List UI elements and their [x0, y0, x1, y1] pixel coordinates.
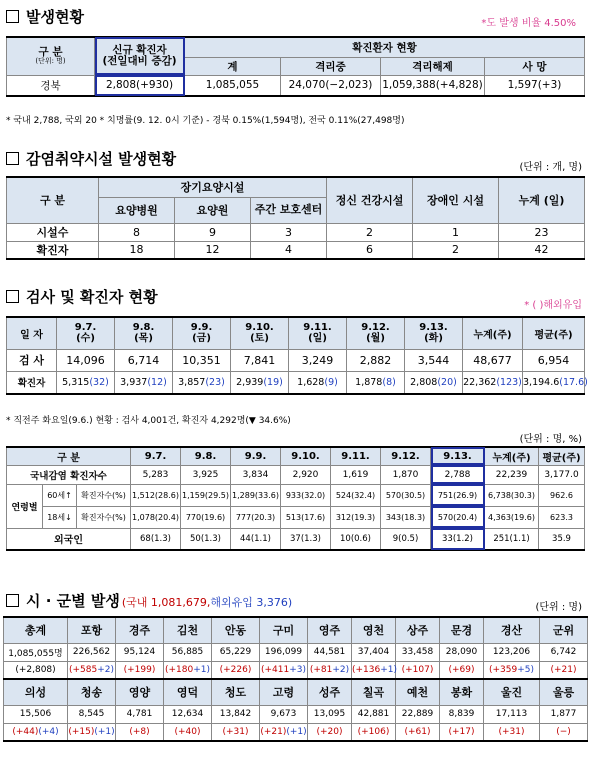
city-delta	[396, 661, 440, 679]
city-total: 17,113	[484, 705, 540, 723]
age-unit: (단위 : 명, %)	[519, 434, 582, 445]
date-label: 9.8.	[132, 322, 155, 334]
delta-domestic: (+359	[488, 664, 518, 675]
city-unit: (단위 : 명)	[535, 602, 582, 613]
table-cell	[231, 371, 289, 394]
deaths-value: 1,597(+3)	[485, 75, 585, 96]
delta-domestic: (+585	[68, 664, 98, 675]
import-value: (12)	[147, 376, 167, 388]
row-label-count-pct: 확진자수(%)	[77, 484, 131, 506]
table-cell: 1	[413, 223, 499, 241]
delta-domestic: (+21)	[550, 664, 577, 675]
table-cell	[347, 371, 405, 394]
city-delta	[116, 723, 164, 741]
date-label: 9.7.	[74, 322, 97, 334]
table-cell: 7,841	[231, 349, 289, 371]
city-name: 안동	[212, 617, 260, 643]
section-title-tests	[6, 286, 158, 307]
city-name: 봉화	[440, 679, 484, 705]
import-value: (23)	[205, 376, 225, 388]
date-label: 9.10.	[245, 322, 274, 334]
table-cell: 3,177.0	[539, 465, 585, 484]
table-cell: 2,920	[281, 465, 331, 484]
table-cell	[523, 371, 588, 394]
sub-header-released: 격리해제	[381, 57, 485, 75]
delta-import: (+1)	[286, 726, 307, 737]
row-label-confirmed: 확진자	[7, 371, 57, 394]
delta-import: +2)	[332, 664, 350, 675]
import-subtitle: 해외유입 3,376)	[210, 596, 293, 609]
table-cell: 68(1.3)	[131, 528, 181, 550]
delta-domestic: (+44)	[12, 726, 39, 737]
delta-domestic: (+31)	[222, 726, 249, 737]
city-delta	[164, 661, 212, 679]
import-value: (19)	[263, 376, 283, 388]
delta-domestic: (+17)	[448, 726, 475, 737]
date-label: 9.9.	[231, 447, 281, 465]
city-table	[3, 616, 588, 742]
row-label-60plus: 60세↑	[43, 484, 77, 506]
header-weekly-avg: 평균(주)	[539, 447, 585, 465]
table-cell: 3,925	[181, 465, 231, 484]
table-cell: 777(20.3)	[231, 506, 281, 528]
city-delta	[484, 723, 540, 741]
delta-import: +1)	[193, 664, 210, 675]
table-cell: 9	[175, 223, 251, 241]
date-label-highlighted: 9.13.	[431, 447, 485, 465]
table-cell: 6	[327, 241, 413, 259]
isolating-value: 24,070(−2,023)	[281, 75, 381, 96]
city-total: 226,562	[68, 643, 116, 661]
table-cell: 10(0.6)	[331, 528, 381, 550]
table-cell: 44(1.1)	[231, 528, 281, 550]
new-header-text: 신규 확진자	[112, 43, 167, 56]
city-delta	[260, 661, 308, 679]
section-title-outbreak	[6, 6, 84, 27]
date-label: 9.11.	[303, 322, 332, 334]
section-title-text: 시 · 군별 발생	[26, 592, 120, 610]
col-label-cell: 구 분	[7, 177, 99, 223]
delta-domestic: (+180	[164, 664, 194, 675]
released-value: 1,059,388(+4,828)	[381, 75, 485, 96]
header-nursing-hospital: 요양병원	[99, 197, 175, 223]
table-cell: 1,870	[381, 465, 431, 484]
date-label: 9.9.	[190, 322, 213, 334]
city-total: 33,458	[396, 643, 440, 661]
city-delta	[68, 723, 116, 741]
col-label-cell	[7, 37, 95, 75]
vulnerable-table	[6, 176, 585, 260]
delta-domestic: (+20)	[316, 726, 343, 737]
city-total: 9,673	[260, 705, 308, 723]
section-title-text: 감염취약시설 발생현황	[26, 150, 177, 168]
city-name: 청송	[68, 679, 116, 705]
city-name: 상주	[396, 617, 440, 643]
table-cell: 37(1.3)	[281, 528, 331, 550]
date-label: 9.11.	[331, 447, 381, 465]
table-cell: 22,239	[485, 465, 539, 484]
table-cell-highlighted: 570(20.4)	[431, 506, 485, 528]
city-name: 영덕	[164, 679, 212, 705]
table-cell	[57, 371, 115, 394]
age-table	[6, 446, 585, 551]
city-delta	[540, 723, 588, 741]
table-cell: 9(0.5)	[381, 528, 431, 550]
delta-domestic: (+226)	[219, 664, 252, 675]
row-group-age: 연령별	[7, 484, 43, 528]
date-label: 9.8.	[181, 447, 231, 465]
col-label: 구 분	[38, 45, 63, 58]
city-total: 123,206	[484, 643, 540, 661]
table-cell: 524(32.4)	[331, 484, 381, 506]
city-delta	[212, 661, 260, 679]
delta-import: +3)	[289, 664, 306, 675]
day-label: (월)	[366, 333, 385, 345]
delta-domestic: (+69)	[448, 664, 475, 675]
city-total: 15,506	[4, 705, 68, 723]
new-confirmed-header	[95, 37, 185, 75]
header-daycare: 주간 보호센터	[251, 197, 327, 223]
city-total: 28,090	[440, 643, 484, 661]
table-cell: 513(17.6)	[281, 506, 331, 528]
delta-domestic: (+8)	[129, 726, 150, 737]
table-cell: 4,363(19.6)	[485, 506, 539, 528]
date-label: 9.10.	[281, 447, 331, 465]
city-total: 42,881	[352, 705, 396, 723]
delta-import: +1)	[380, 664, 398, 675]
city-name: 울릉	[540, 679, 588, 705]
delta-import: (+4)	[38, 726, 59, 737]
outbreak-footnote: * 국내 2,788, 국외 20 * 치명률(9. 12. 0시 기준) - 경북 0.15%(1,594명), 전국 0.11%(27,498명)	[6, 116, 405, 126]
header-disability: 장애인 시설	[413, 177, 499, 223]
city-name: 영주	[308, 617, 352, 643]
tests-footnote: * 직전주 화요일(9.6.) 현황 : 검사 4,001건, 확진자 4,292명(▼ 34.6%)	[6, 416, 291, 426]
row-label-count-pct: 확진자수(%)	[77, 506, 131, 528]
table-cell: 6,954	[523, 349, 585, 371]
city-name: 문경	[440, 617, 484, 643]
table-cell: 623.3	[539, 506, 585, 528]
checkbox-square-icon	[6, 10, 19, 23]
table-cell: 3,834	[231, 465, 281, 484]
row-label-gyeongbuk: 경북	[7, 75, 95, 96]
checkbox-square-icon	[6, 152, 19, 165]
delta-domestic: (+31)	[498, 726, 525, 737]
delta-domestic: (+199)	[123, 664, 156, 675]
table-cell	[173, 371, 231, 394]
delta-domestic: (+107)	[401, 664, 434, 675]
table-cell: 1,078(20.4)	[131, 506, 181, 528]
city-delta	[352, 723, 396, 741]
table-cell	[463, 371, 523, 394]
city-delta	[308, 661, 352, 679]
date-label: 9.13.	[419, 322, 448, 334]
city-delta	[116, 661, 164, 679]
table-cell: 50(1.3)	[181, 528, 231, 550]
section-title-text: 검사 및 확진자 현황	[26, 288, 158, 306]
date-label: 9.7.	[131, 447, 181, 465]
day-label: (화)	[424, 333, 443, 345]
table-cell: 1,289(33.6)	[231, 484, 281, 506]
city-total: 6,742	[540, 643, 588, 661]
city-name: 영천	[352, 617, 396, 643]
city-delta	[4, 661, 68, 679]
header-weekly-sum: 누계(주)	[485, 447, 539, 465]
ratio-note: *도 발생 비율 4.50%	[481, 18, 576, 29]
row-label-18minus: 18세↓	[43, 506, 77, 528]
conf-value: 3,937	[120, 376, 148, 388]
outbreak-table	[6, 36, 585, 97]
city-name: 울진	[484, 679, 540, 705]
city-total: 1,085,055명	[4, 643, 68, 661]
col-label: 구 분	[7, 447, 131, 465]
new-confirmed-value: 2,808(+930)	[95, 75, 185, 96]
row-label-domestic: 국내감염 확진자수	[7, 465, 131, 484]
delta-domestic: (+136	[352, 664, 381, 675]
table-cell-highlighted: 751(26.9)	[431, 484, 485, 506]
table-cell: 3	[251, 223, 327, 241]
conf-value: 22,362	[463, 376, 497, 388]
table-cell: 933(32.0)	[281, 484, 331, 506]
table-cell	[115, 371, 173, 394]
delta-domestic: (+61)	[404, 726, 431, 737]
city-delta	[440, 661, 484, 679]
city-name: 의성	[4, 679, 68, 705]
table-cell-highlighted: 33(1.2)	[431, 528, 485, 550]
table-cell-highlighted: 2,788	[431, 465, 485, 484]
sub-header-isolating: 격리중	[281, 57, 381, 75]
city-name: 고령	[260, 679, 308, 705]
city-total: 196,099	[260, 643, 308, 661]
date-label: 9.12.	[381, 447, 431, 465]
row-label-tests: 검 사	[7, 349, 57, 371]
table-cell: 10,351	[173, 349, 231, 371]
conf-value: 5,315	[62, 376, 90, 388]
import-value: (32)	[89, 376, 109, 388]
city-delta	[212, 723, 260, 741]
city-total: 95,124	[116, 643, 164, 661]
delta-domestic: (+40)	[174, 726, 201, 737]
header-weekly-sum: 누계(주)	[463, 317, 523, 349]
conf-value: 1,628	[297, 376, 325, 388]
checkbox-square-icon	[6, 594, 19, 607]
delta-domestic: (+15)	[68, 726, 95, 737]
table-cell: 2	[413, 241, 499, 259]
table-cell: 1,512(28.6)	[131, 484, 181, 506]
city-name: 군위	[540, 617, 588, 643]
col-label-unit: (단위: 명)	[35, 57, 66, 66]
city-total: 8,545	[68, 705, 116, 723]
row-label-confirmed: 확진자	[7, 241, 99, 259]
sub-header-total: 계	[185, 57, 281, 75]
delta-domestic: (+81	[309, 664, 333, 675]
delta-domestic: (+411	[260, 664, 290, 675]
section-title-text: 발생현황	[26, 8, 84, 26]
city-total: 13,842	[212, 705, 260, 723]
city-total: 22,889	[396, 705, 440, 723]
city-delta	[352, 661, 396, 679]
date-label: 9.12.	[361, 322, 390, 334]
table-cell: 42	[499, 241, 585, 259]
table-cell: 8	[99, 223, 175, 241]
table-cell: 6,738(30.3)	[485, 484, 539, 506]
city-name: 영양	[116, 679, 164, 705]
header-mental-health: 정신 건강시설	[327, 177, 413, 223]
row-label-foreigner: 외국인	[7, 528, 131, 550]
section-title-cities	[6, 590, 292, 611]
conf-value: 1,878	[355, 376, 383, 388]
checkbox-square-icon	[6, 290, 19, 303]
city-total: 37,404	[352, 643, 396, 661]
city-delta	[396, 723, 440, 741]
conf-value: 2,939	[236, 376, 264, 388]
header-weekly-avg: 평균(주)	[523, 317, 585, 349]
city-total: 56,885	[164, 643, 212, 661]
row-label-facilities: 시설수	[7, 223, 99, 241]
city-total: 12,634	[164, 705, 212, 723]
city-delta	[260, 723, 308, 741]
vulnerable-unit: (단위 : 개, 명)	[519, 162, 582, 173]
col-label-date: 일 자	[7, 317, 57, 349]
delta-import: (+1)	[94, 726, 115, 737]
table-cell: 6,714	[115, 349, 173, 371]
table-cell: 312(19.3)	[331, 506, 381, 528]
table-cell: 570(30.5)	[381, 484, 431, 506]
header-cumulative: 누계 (일)	[499, 177, 585, 223]
table-cell: 4	[251, 241, 327, 259]
table-cell: 1,159(29.5)	[181, 484, 231, 506]
import-value: (20)	[437, 376, 457, 388]
new-header-sub: (전일대비 증감)	[102, 55, 177, 68]
table-cell: 35.9	[539, 528, 585, 550]
conf-value: 3,194.6	[523, 376, 560, 388]
table-cell: 343(18.3)	[381, 506, 431, 528]
tests-table	[6, 316, 588, 395]
table-cell: 5,283	[131, 465, 181, 484]
city-name: 청도	[212, 679, 260, 705]
domestic-subtitle: (국내 1,081,679,	[121, 596, 211, 609]
city-total: 13,095	[308, 705, 352, 723]
city-delta	[484, 661, 540, 679]
table-cell: 48,677	[463, 349, 523, 371]
table-cell: 3,544	[405, 349, 463, 371]
table-cell: 18	[99, 241, 175, 259]
group-header-ltc: 장기요양시설	[99, 177, 327, 197]
city-total: 8,839	[440, 705, 484, 723]
city-delta	[440, 723, 484, 741]
import-note: * ( )해외유입	[524, 300, 582, 311]
import-value: (17.6)	[559, 376, 588, 388]
table-cell: 770(19.6)	[181, 506, 231, 528]
section-title-vulnerable	[6, 148, 176, 169]
table-cell: 1,619	[331, 465, 381, 484]
city-delta	[68, 661, 116, 679]
table-cell: 14,096	[57, 349, 115, 371]
city-name: 경산	[484, 617, 540, 643]
table-cell	[405, 371, 463, 394]
header-nursing-home: 요양원	[175, 197, 251, 223]
day-label: (토)	[250, 333, 269, 345]
city-delta	[308, 723, 352, 741]
sub-header-deaths: 사 망	[485, 57, 585, 75]
table-cell: 251(1.1)	[485, 528, 539, 550]
city-name: 포항	[68, 617, 116, 643]
delta-import: +5)	[517, 664, 534, 675]
import-value: (9)	[324, 376, 338, 388]
city-name: 구미	[260, 617, 308, 643]
city-delta	[540, 661, 588, 679]
table-cell: 2	[327, 223, 413, 241]
city-name: 총계	[4, 617, 68, 643]
city-total: 44,581	[308, 643, 352, 661]
delta-domestic: (+106)	[357, 726, 390, 737]
day-label: (목)	[134, 333, 153, 345]
table-cell: 3,249	[289, 349, 347, 371]
city-name: 경주	[116, 617, 164, 643]
city-name: 칠곡	[352, 679, 396, 705]
city-total: 1,877	[540, 705, 588, 723]
day-label: (일)	[308, 333, 327, 345]
table-cell: 12	[175, 241, 251, 259]
table-cell: 23	[499, 223, 585, 241]
delta-domestic: (−)	[556, 726, 571, 737]
conf-value: 3,857	[178, 376, 206, 388]
city-delta	[164, 723, 212, 741]
conf-value: 2,808	[410, 376, 438, 388]
city-delta	[4, 723, 68, 741]
total-value: 1,085,055	[185, 75, 281, 96]
table-cell	[289, 371, 347, 394]
table-cell: 2,882	[347, 349, 405, 371]
delta-domestic: (+21)	[260, 726, 287, 737]
import-value: (123)	[496, 376, 522, 388]
city-total: 4,781	[116, 705, 164, 723]
day-label: (수)	[76, 333, 95, 345]
import-value: (8)	[382, 376, 396, 388]
delta-domestic: (+2,808)	[15, 664, 56, 675]
table-cell: 962.6	[539, 484, 585, 506]
city-name: 성주	[308, 679, 352, 705]
city-total: 65,229	[212, 643, 260, 661]
day-label: (금)	[192, 333, 211, 345]
status-header: 확진환자 현황	[185, 37, 585, 57]
city-name: 예천	[396, 679, 440, 705]
delta-import: +2)	[97, 664, 114, 675]
city-name: 김천	[164, 617, 212, 643]
